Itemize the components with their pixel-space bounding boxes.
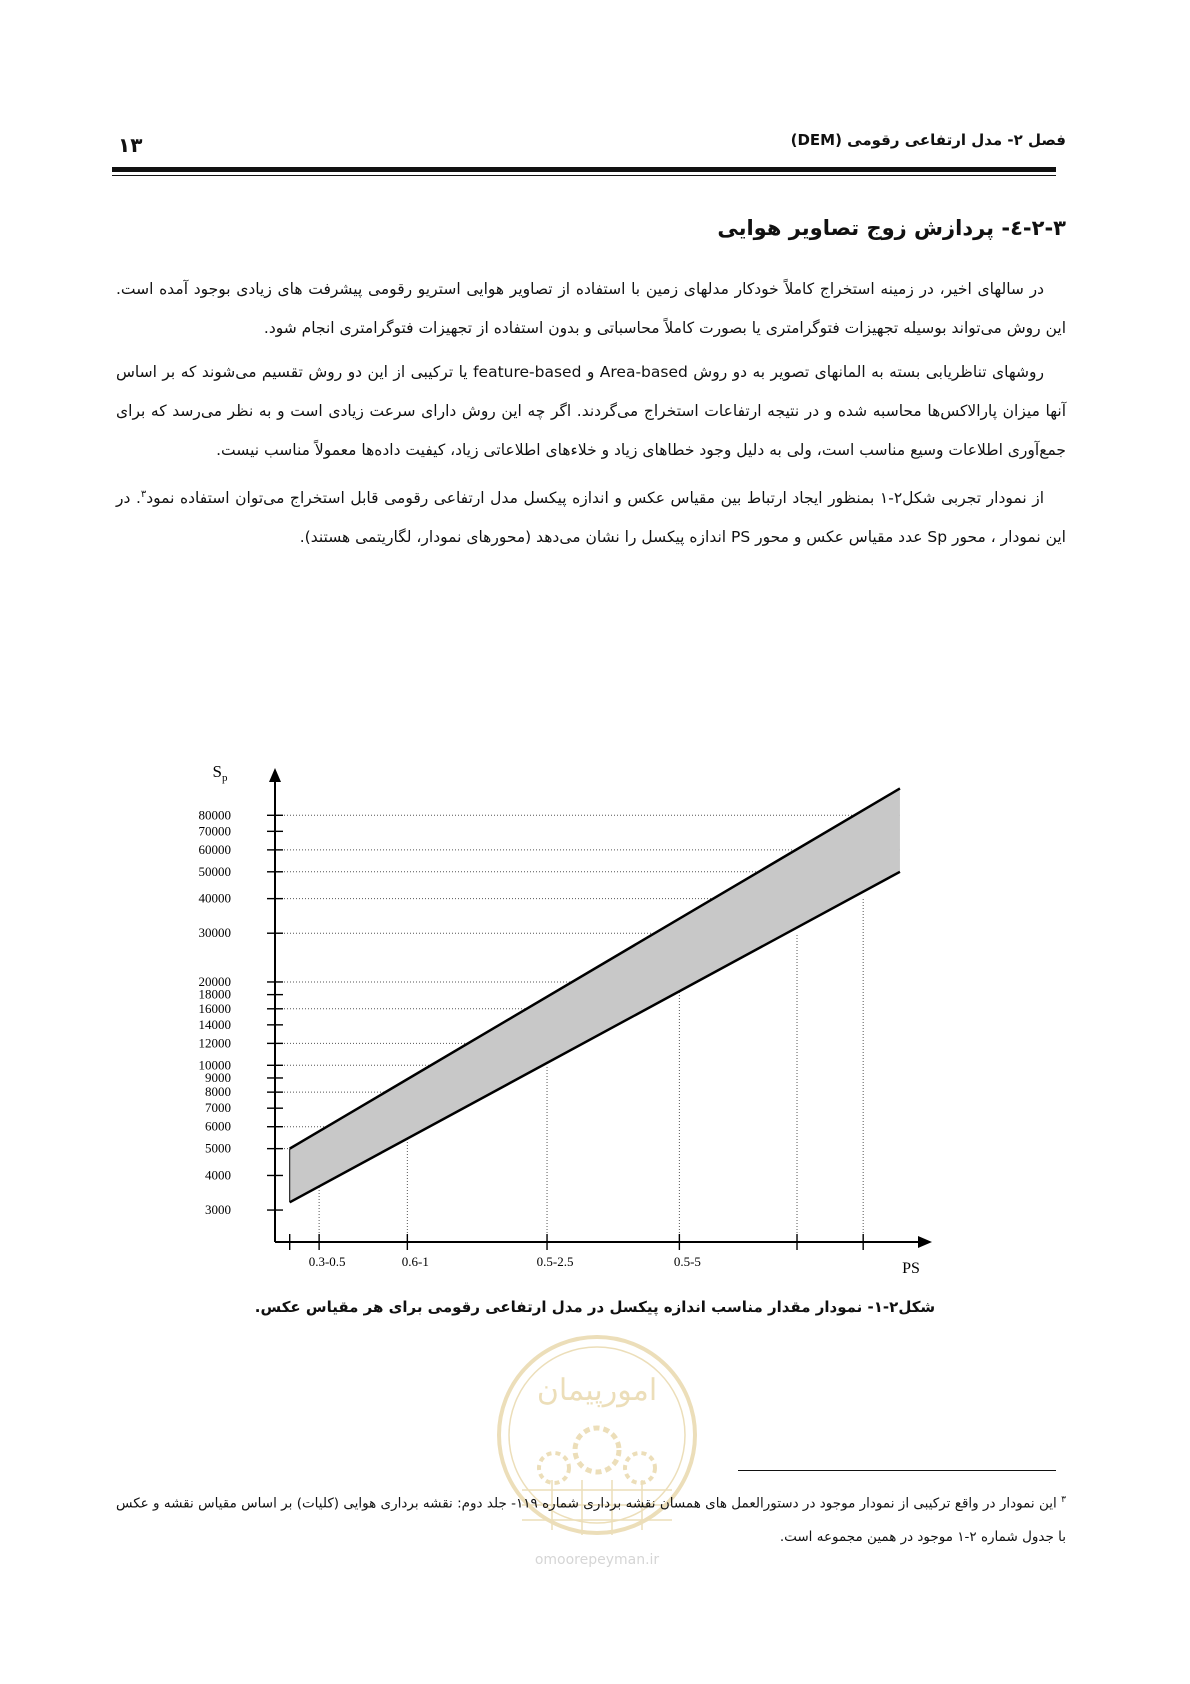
y-tick-label-60000: 60000 — [198, 841, 231, 857]
band-upper-line — [290, 788, 900, 1148]
section-title-text: پردازش زوج تصاویر هوایی — [717, 216, 995, 240]
header-rule-thick — [112, 167, 1056, 172]
y-tick-label-4000: 4000 — [205, 1167, 231, 1183]
footnote — [116, 1484, 1066, 1554]
y-tick-label-5000: 5000 — [205, 1140, 231, 1156]
y-tick-label-10000: 10000 — [198, 1057, 231, 1073]
x-tick-label-0.3-0.5: 0.3-0.5 — [308, 1254, 346, 1269]
y-tick-label-40000: 40000 — [198, 890, 231, 906]
paragraph-1: در سالهای اخیر، در زمینه استخراج کاملاً خودکار مدلهای زمین با استفاده از تصاویر هوایی استریو رقومی پیشرفت های زیادی بوجود آمده است. این روش می‌تواند بوسیله تجهیزات فتوگرامتری یا بصورت کاملاً محاسباتی و بدون استفاده از تجهیزات فتوگرامتری انجام شود. — [116, 280, 1066, 337]
paragraph-2: روشهای تناظریابی بسته به المانهای تصویر به دو روش Area-based و feature-based یا ترکیبی از این دو روش تقسیم می‌شوند که بر اساس آنها میزان پارالاکس‌ها محاسبه شده و در نتیجه ارتفاعات استخراج می‌گردند. اگر چه این روش دارای سرعت زیادی است و به نظر می‌رسد که برای جمع‌آوری اطلاعات وسیع مناسب است، ولی به دلیل وجود خطاهای زیاد و خلاءهای اطلاعاتی زیاد، کیفیت داده‌ها معمولاً مناسب نیست. — [116, 363, 1066, 459]
y-tick-label-80000: 80000 — [198, 807, 231, 823]
y-tick-label-16000: 16000 — [198, 1000, 231, 1016]
x-tick-label-0.5-5: 0.5-5 — [673, 1254, 701, 1269]
y-tick-label-9000: 9000 — [205, 1069, 231, 1085]
footnote-mark: ۳ — [1061, 1495, 1066, 1505]
y-tick-label-20000: 20000 — [198, 973, 231, 989]
sp-ps-chart — [180, 765, 1040, 1285]
band-lower-line — [290, 872, 900, 1202]
y-tick-label-50000: 50000 — [198, 863, 231, 879]
y-axis-label: $S_p$ — [212, 765, 228, 784]
page-number: ۱۳ — [118, 133, 143, 157]
y-tick-label-14000: 14000 — [198, 1016, 231, 1032]
y-tick-label-70000: 70000 — [198, 823, 231, 839]
y-axis-arrow-icon — [269, 768, 281, 782]
footnote-reference[interactable]: ۳ — [140, 489, 147, 500]
y-tick-label-3000: 3000 — [205, 1202, 231, 1218]
watermark-logo-text: امورپیمان — [536, 1374, 658, 1407]
footnote-text: این نمودار در واقع ترکیبی از نمودار موجود در دستورالعمل های همسان نقشه برداری شماره ۱۱۹- جلد دوم: نقشه برداری هوایی (کلیات) بر اساس مقیاس نقشه و عکس با جدول شماره ۲-۱ موجود در همین مجموعه است. — [116, 1495, 1066, 1545]
paragraph-3-end: . در این نمودار ، محور Sp عدد مقیاس عکس و محور PS اندازه پیکسل را نشان می‌دهد (محورهای نمودار، لگاریتمی هستند). — [116, 489, 1066, 547]
paragraph-3-start: از نمودار تجربی شکل۲-۱ بمنظور ایجاد ارتباط بین مقیاس عکس و اندازه پیکسل مدل ارتفاعی رقومی قابل استخراج می‌توان استفاده نمود — [146, 489, 1044, 508]
x-axis-arrow-icon — [918, 1236, 932, 1248]
figure-caption: شکل۲-۱- نمودار مقدار مناسب اندازه پیکسل در مدل ارتفاعی رقومی برای هر مقیاس عکس. — [254, 1298, 936, 1316]
y-tick-label-18000: 18000 — [198, 986, 231, 1002]
y-tick-label-8000: 8000 — [205, 1084, 231, 1100]
header-rule-thin — [112, 175, 1056, 176]
body-text — [116, 270, 1066, 562]
y-tick-label-6000: 6000 — [205, 1118, 231, 1134]
y-tick-label-12000: 12000 — [198, 1035, 231, 1051]
section-title — [717, 216, 1066, 240]
running-head: فصل ۲- مدل ارتفاعی رقومی (DEM) — [790, 131, 1066, 149]
paragraph-3 — [116, 475, 1066, 557]
y-tick-label-30000: 30000 — [198, 925, 231, 941]
footnote-rule — [738, 1470, 1056, 1471]
x-tick-label-0.6-1: 0.6-1 — [401, 1254, 429, 1269]
x-axis-label: PS — [902, 1260, 920, 1277]
section-number: ۲-۳-٤- — [1001, 216, 1066, 240]
watermark-url: omoorepeyman.ir — [534, 1552, 660, 1568]
y-tick-label-7000: 7000 — [205, 1100, 231, 1116]
x-tick-label-0.5-2.5: 0.5-2.5 — [536, 1254, 574, 1269]
y-axis-label-subscript: p — [221, 772, 228, 784]
figure — [180, 765, 1040, 1285]
pixel-size-band — [290, 788, 900, 1202]
gear-icon — [575, 1428, 619, 1472]
